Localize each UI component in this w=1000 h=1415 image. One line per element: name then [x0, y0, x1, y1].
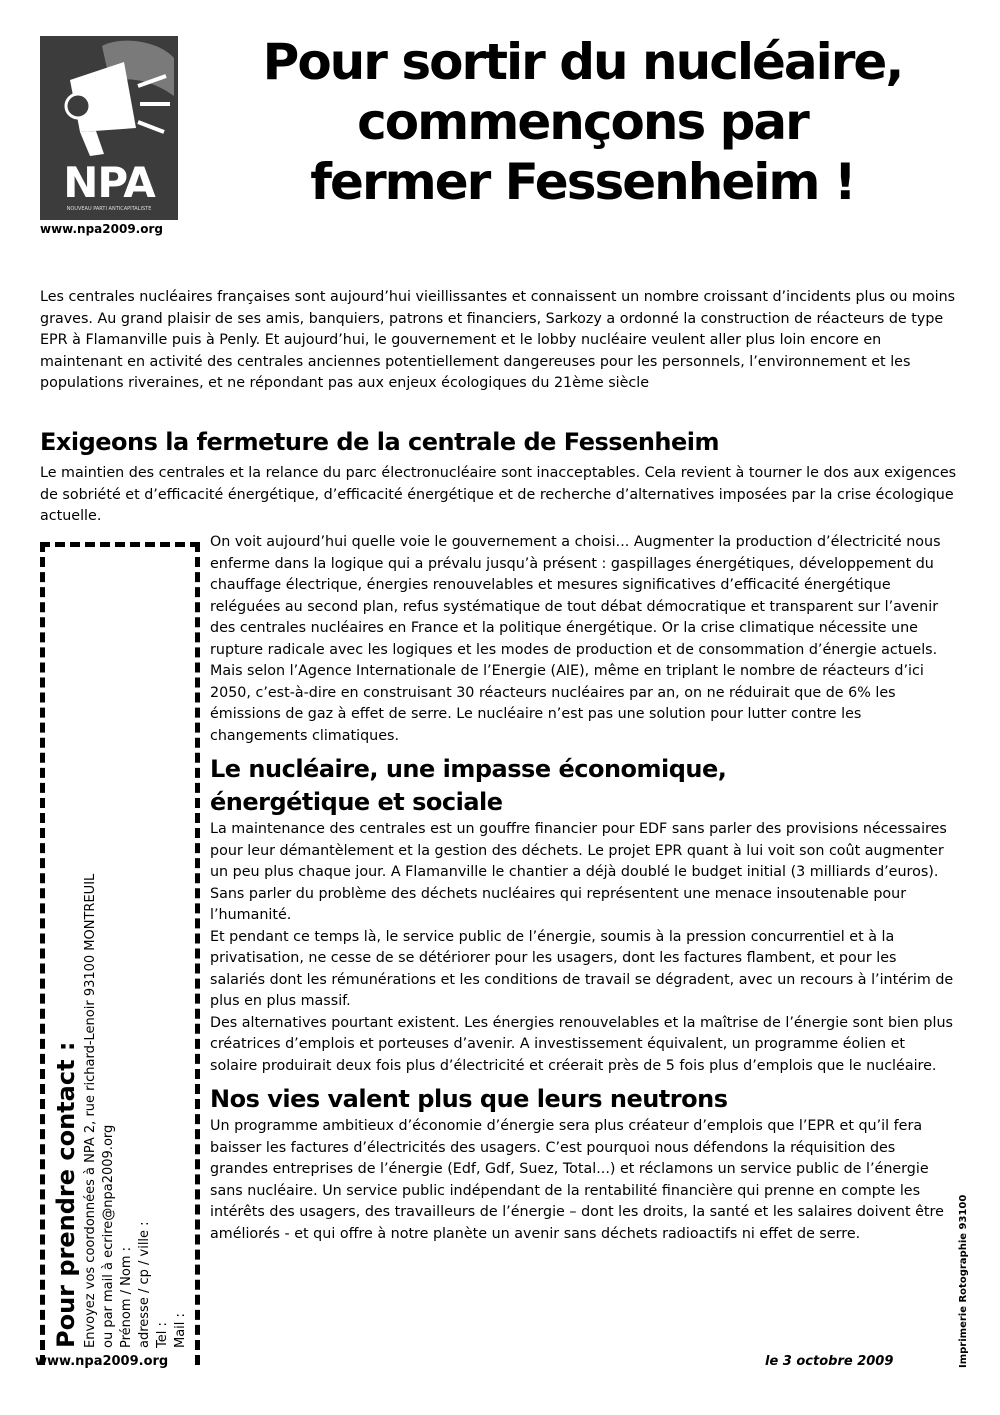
website-link-bottom[interactable]: www.npa2009.org	[35, 1354, 169, 1369]
field-mail[interactable]: Mail :	[173, 1313, 188, 1348]
section3-body: Un programme ambitieux d’économie d’énergie sera plus créateur d’emplois que l’EPR et qu’il fera baisser les factures d’électricités des usagers. C’est pourquoi nous défendons la réquisition des grandes entreprises de l’énergie (Edf, Gdf, Suez, Total...) et réclamons un service public de l’énergie sans nucléaire. Un service public indépendant de la rentabilité financière qui prenne en compte les intérêts des usagers, des travailleurs de l’énergie – dont les droits, la santé et les salaires doivent être améliorés - et qui offre à notre planète un avenir sans déchets radioactifs ni effet de serre.	[210, 1118, 944, 1242]
title-line-1: Pour sortir du nucléaire,	[262, 33, 903, 91]
title-line-2: commençons par	[357, 93, 808, 151]
website-link-top[interactable]: www.npa2009.org	[40, 222, 163, 236]
section-heading-impasse-2: énergétique et sociale	[210, 788, 503, 816]
main-column	[210, 532, 956, 1245]
npa-logo	[40, 36, 178, 220]
section2-paragraph-1: La maintenance des centrales est un gouffre financier pour EDF sans parler des provisions nécessaires pour leur démantèlement et la gestion des déchets. Le projet EPR quant à lui voit son coût augmenter un peu plus chaque jour. A Flamanville le chantier a déjà doublé le budget initial (3 milliards d’euros). Sans parler du problème des déchets nucléaires qui représentent une menace insoutenable pour l’humanité.	[210, 821, 947, 923]
section2-paragraph-2: Et pendant ce temps là, le service public de l’énergie, soumis à la pression concurrentiel et à la privatisation, ne cesse de se détériorer pour les usagers, dont les factures flambent, et pour les salariés dont les rémunérations et les conditions de travail se dégradent, avec un recours à l’intérim de plus en plus massif.	[210, 928, 954, 1009]
page-title	[195, 32, 970, 212]
logo-subtitle: NOUVEAU PARTI ANTICAPITALISTE	[66, 206, 152, 212]
section1-body: On voit aujourd’hui quelle voie le gouvernement a choisi... Augmenter la production d’électricité nous enferme dans la logique qui a prévalu jusqu’à présent : gaspillages énergétiques, développement du chauffage électrique, énergies renouvelables et mesures significatives d’efficacité énergétique reléguées au second plan, refus systématique de tout débat démocratique et transparent sur l’avenir des centrales nucléaires en France et la politique énergétique. Or la crise climatique nécessite une rupture radicale avec les logiques et les modes de production et de consommation d’énergie actuels. Mais selon l’Agence Internationale de l’Energie (AIE), même en triplant le nombre de réacteurs d’ici 2050, c’est-à-dire en construisant 30 réacteurs nucléaires par an, on ne réduirait que de 6% les émissions de gaz à effet de serre. Le nucléaire n’est pas une solution pour lutter contre les changements climatiques.	[210, 534, 941, 744]
field-name[interactable]: Prénom / Nom :	[119, 1246, 134, 1348]
title-line-3: fermer Fessenheim !	[310, 153, 855, 211]
contact-coupon-text	[50, 548, 190, 1348]
contact-title: Pour prendre contact :	[52, 1041, 80, 1348]
section-lead-paragraph: Le maintien des centrales et la relance du parc électronucléaire sont inacceptables. Cela revient à tourner le dos aux exigences de sobriété et d’efficacité énergétique, d’efficacité énergétique et de recherche d’alternatives imposées par la crise écologique actuelle.	[40, 465, 957, 524]
field-address[interactable]: adresse / cp / ville :	[137, 1221, 152, 1348]
field-phone[interactable]: Tel :	[155, 1322, 170, 1348]
section-heading-fessenheim: Exigeons la fermeture de la centrale de Fessenheim	[40, 428, 720, 456]
section-heading-neutrons: Nos vies valent plus que leurs neutrons	[210, 1085, 728, 1113]
printer-credit: Imprimerie Rotographie 93100	[958, 1194, 969, 1368]
contact-email[interactable]: ou par mail à ecrire@npa2009.org	[101, 1124, 116, 1348]
logo-text: NPA	[63, 158, 155, 207]
contact-address: Envoyez vos coordonnées à NPA 2, rue richard-Lenoir 93100 MONTREUIL	[83, 873, 98, 1348]
intro-paragraph: Les centrales nucléaires françaises sont aujourd’hui vieillissantes et connaissent un nombre croissant d’incidents plus ou moins graves. Au grand plaisir de ses amis, banquiers, patrons et financiers, Sarkozy a ordonné la construction de réacteurs de type EPR à Flamanville puis à Penly. Et aujourd’hui, le gouvernement et le lobby nucléaire veulent aller plus loin encore en maintenant en activité des centrales anciennes potentiellement dangereuses pour les personnels, l’environnement et les populations riveraines, et ne répondant pas aux enjeux écologiques du 21ème siècle	[40, 289, 956, 391]
section2-paragraph-3: Des alternatives pourtant existent. Les énergies renouvelables et la maîtrise de l’énergie sont bien plus créatrices d’emplois et porteuses d’avenir. A investissement équivalent, un programme éolien et solaire produirait deux fois plus d’électricité et créerait près de 5 fois plus d’emplois que le nucléaire.	[210, 1014, 953, 1074]
section-heading-impasse-1: Le nucléaire, une impasse économique,	[210, 755, 727, 783]
date-text: le 3 octobre 2009	[765, 1354, 894, 1369]
